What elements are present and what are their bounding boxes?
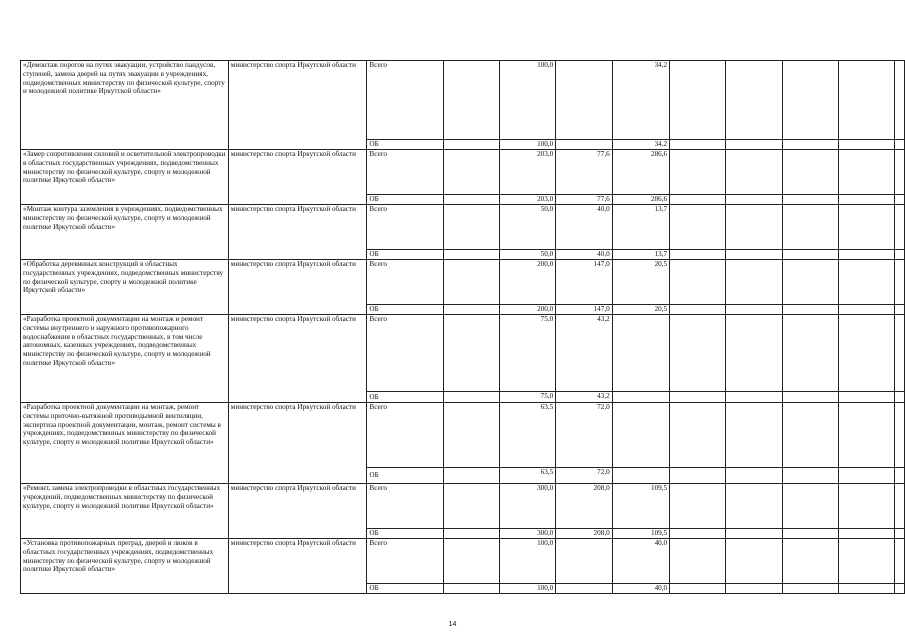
value-cell	[443, 584, 499, 594]
table-body	[21, 61, 905, 594]
value-cell	[782, 61, 838, 140]
value-cell: 20,5	[612, 260, 669, 305]
value-cell	[782, 539, 838, 584]
value-cell	[782, 468, 838, 484]
value-cell: 109,5	[612, 529, 669, 539]
value-cell: 40,0	[612, 539, 669, 584]
measure-description: «Ремонт, замена электропроводки в областных государственных учреждений, подведомственных министерству по физической культуре, спорту и молодежной политике Иркутской области»	[21, 484, 229, 539]
executor-cell: министерство спорта Иркутской области	[228, 315, 367, 403]
value-cell	[895, 315, 905, 392]
value-cell	[670, 484, 726, 529]
executor-cell: министерство спорта Иркутской области	[228, 150, 367, 205]
value-cell	[670, 140, 726, 150]
table-row	[21, 539, 905, 584]
executor-cell: министерство спорта Иркутской области	[228, 539, 367, 594]
value-cell: 72,0	[556, 468, 612, 484]
executor-cell: министерство спорта Иркутской области	[228, 260, 367, 315]
table-row	[21, 315, 905, 392]
value-cell	[670, 529, 726, 539]
value-cell	[782, 150, 838, 195]
value-cell	[895, 61, 905, 140]
value-cell: 100,0	[499, 140, 555, 150]
value-cell	[838, 468, 894, 484]
value-cell	[895, 260, 905, 305]
value-cell	[782, 305, 838, 315]
value-cell	[670, 468, 726, 484]
value-cell	[895, 529, 905, 539]
value-cell	[443, 61, 499, 140]
funding-label-total: Всего	[367, 484, 443, 529]
value-cell: 203,0	[499, 150, 555, 195]
value-cell	[895, 150, 905, 195]
funding-label-ob: ОБ	[367, 392, 443, 403]
value-cell	[726, 468, 782, 484]
value-cell	[895, 403, 905, 468]
value-cell	[726, 403, 782, 468]
value-cell	[895, 140, 905, 150]
value-cell	[670, 305, 726, 315]
value-cell	[895, 305, 905, 315]
value-cell	[782, 195, 838, 205]
value-cell	[838, 61, 894, 140]
value-cell: 40,0	[612, 584, 669, 594]
value-cell	[612, 468, 669, 484]
value-cell	[726, 305, 782, 315]
value-cell	[670, 584, 726, 594]
funding-label-ob: ОБ	[367, 468, 443, 484]
value-cell	[670, 61, 726, 140]
value-cell	[726, 61, 782, 140]
value-cell: 100,0	[499, 539, 555, 584]
value-cell: 13,7	[612, 250, 669, 260]
funding-label-ob: ОБ	[367, 140, 443, 150]
value-cell: 75,0	[499, 392, 555, 403]
value-cell	[726, 260, 782, 305]
value-cell	[556, 140, 612, 150]
measure-description: «Замер сопротивления силовой и осветительной электропроводки в областных государственных учреждениях, подведомственных министерству по физической культуре, спорту и молодежной политике Иркутской области»	[21, 150, 229, 205]
value-cell: 147,0	[556, 260, 612, 305]
measure-description: «Обработка деревянных конструкций в областных государственных учреждениях, подведомственных министерству по физической культуре, спорту и молодежной политике Иркутской области»	[21, 260, 229, 315]
value-cell: 77,6	[556, 150, 612, 195]
value-cell	[838, 392, 894, 403]
table-row	[21, 403, 905, 468]
value-cell	[838, 260, 894, 305]
value-cell: 20,5	[612, 305, 669, 315]
table-row	[21, 260, 905, 305]
value-cell	[443, 315, 499, 392]
value-cell: 63,5	[499, 403, 555, 468]
value-cell: 203,0	[499, 195, 555, 205]
value-cell	[670, 392, 726, 403]
funding-label-ob: ОБ	[367, 195, 443, 205]
funding-label-ob: ОБ	[367, 529, 443, 539]
value-cell: 75,0	[499, 315, 555, 392]
value-cell	[838, 584, 894, 594]
value-cell	[895, 250, 905, 260]
value-cell	[443, 539, 499, 584]
value-cell	[838, 195, 894, 205]
value-cell	[782, 205, 838, 250]
value-cell	[670, 260, 726, 305]
value-cell: 300,0	[499, 529, 555, 539]
value-cell	[443, 484, 499, 529]
value-cell	[612, 315, 669, 392]
value-cell: 200,0	[499, 260, 555, 305]
value-cell: 40,0	[556, 250, 612, 260]
funding-label-total: Всего	[367, 150, 443, 195]
value-cell	[726, 315, 782, 392]
value-cell	[443, 205, 499, 250]
funding-label-total: Всего	[367, 205, 443, 250]
value-cell: 100,0	[499, 61, 555, 140]
value-cell	[556, 539, 612, 584]
value-cell	[670, 205, 726, 250]
value-cell	[838, 205, 894, 250]
value-cell	[670, 150, 726, 195]
value-cell	[782, 392, 838, 403]
funding-label-ob: ОБ	[367, 584, 443, 594]
value-cell: 109,5	[612, 484, 669, 529]
value-cell: 300,0	[499, 484, 555, 529]
value-cell: 208,0	[556, 529, 612, 539]
value-cell	[782, 484, 838, 529]
value-cell	[895, 539, 905, 584]
executor-cell: министерство спорта Иркутской области	[228, 205, 367, 260]
value-cell	[726, 250, 782, 260]
value-cell	[895, 584, 905, 594]
value-cell	[443, 150, 499, 195]
value-cell: 34,2	[612, 61, 669, 140]
value-cell: 43,2	[556, 315, 612, 392]
value-cell: 147,0	[556, 305, 612, 315]
value-cell: 50,0	[499, 205, 555, 250]
value-cell	[895, 484, 905, 529]
value-cell	[556, 584, 612, 594]
funding-label-total: Всего	[367, 539, 443, 584]
value-cell	[782, 403, 838, 468]
value-cell	[838, 484, 894, 529]
value-cell	[726, 205, 782, 250]
value-cell	[782, 529, 838, 539]
value-cell: 34,2	[612, 140, 669, 150]
value-cell: 286,6	[612, 150, 669, 195]
measure-description: «Установка противопожарных преград, дверей и люков в областных государственных учреждениях, подведомственных министерству по физической культуре, спорту и молодежной политике Иркутской области»	[21, 539, 229, 594]
value-cell	[782, 260, 838, 305]
value-cell	[838, 250, 894, 260]
value-cell	[782, 140, 838, 150]
value-cell	[670, 403, 726, 468]
value-cell	[443, 468, 499, 484]
measure-description: «Разработка проектной документации на монтаж и ремонт системы внутреннего и наружного противопожарного водоснабжения в областных государственных, в том числе автономных, казенных учреждениях, подведомственных министерству по физической культуре, спорту и молодежной политике Иркутской области»	[21, 315, 229, 403]
funding-label-total: Всего	[367, 61, 443, 140]
value-cell: 50,0	[499, 250, 555, 260]
value-cell	[443, 403, 499, 468]
value-cell	[443, 305, 499, 315]
value-cell	[726, 584, 782, 594]
budget-table	[20, 60, 905, 594]
value-cell	[895, 392, 905, 403]
value-cell	[443, 529, 499, 539]
value-cell	[726, 150, 782, 195]
value-cell: 43,2	[556, 392, 612, 403]
value-cell	[782, 584, 838, 594]
funding-label-total: Всего	[367, 315, 443, 392]
value-cell	[838, 150, 894, 195]
value-cell	[726, 539, 782, 584]
value-cell	[838, 403, 894, 468]
value-cell	[726, 392, 782, 403]
value-cell	[895, 195, 905, 205]
value-cell: 200,0	[499, 305, 555, 315]
value-cell	[838, 305, 894, 315]
table-row	[21, 61, 905, 140]
value-cell: 13,7	[612, 205, 669, 250]
funding-label-ob: ОБ	[367, 305, 443, 315]
value-cell: 208,0	[556, 484, 612, 529]
value-cell	[726, 140, 782, 150]
value-cell	[443, 250, 499, 260]
value-cell: 40,0	[556, 205, 612, 250]
page-number: 14	[448, 621, 457, 628]
value-cell	[782, 250, 838, 260]
measure-description: «Разработка проектной документации на монтаж, ремонт системы приточно-вытяжной противодымной вентиляции, экспертиза проектной документации, монтаж, ремонт системы в учреждениях, подведомственных министерству по физической культуре, спорту и молодежной политике Иркутской области»	[21, 403, 229, 484]
measure-description: «Демонтаж порогов на путях эвакуации, устройство пандусов, ступеней, замена дверей на путях эвакуации в учреждениях, подведомственных министерству по физической культуре, спорту и молодежной политике Иркутской области»	[21, 61, 229, 150]
value-cell: 77,6	[556, 195, 612, 205]
executor-cell: министерство спорта Иркутской области	[228, 61, 367, 150]
value-cell: 63,5	[499, 468, 555, 484]
value-cell	[670, 315, 726, 392]
value-cell	[443, 392, 499, 403]
value-cell	[670, 539, 726, 584]
value-cell	[895, 205, 905, 250]
value-cell: 286,6	[612, 195, 669, 205]
value-cell	[443, 140, 499, 150]
value-cell	[838, 529, 894, 539]
value-cell	[443, 260, 499, 305]
value-cell	[838, 140, 894, 150]
value-cell	[670, 250, 726, 260]
value-cell	[443, 195, 499, 205]
value-cell	[726, 195, 782, 205]
table-row	[21, 150, 905, 195]
table-row	[21, 484, 905, 529]
value-cell	[670, 195, 726, 205]
measure-description: «Монтаж контура заземления в учреждениях, подведомственных министерству по физической культуре, спорту и молодежной политике Иркутской области»	[21, 205, 229, 260]
value-cell	[726, 484, 782, 529]
executor-cell: министерство спорта Иркутской области	[228, 403, 367, 484]
value-cell	[895, 468, 905, 484]
value-cell	[782, 315, 838, 392]
table-row	[21, 205, 905, 250]
value-cell	[838, 539, 894, 584]
funding-label-ob: ОБ	[367, 250, 443, 260]
value-cell	[612, 392, 669, 403]
executor-cell: министерство спорта Иркутской области	[228, 484, 367, 539]
value-cell: 100,0	[499, 584, 555, 594]
value-cell	[612, 403, 669, 468]
value-cell: 72,0	[556, 403, 612, 468]
value-cell	[556, 61, 612, 140]
value-cell	[838, 315, 894, 392]
funding-label-total: Всего	[367, 403, 443, 468]
value-cell	[726, 529, 782, 539]
funding-label-total: Всего	[367, 260, 443, 305]
